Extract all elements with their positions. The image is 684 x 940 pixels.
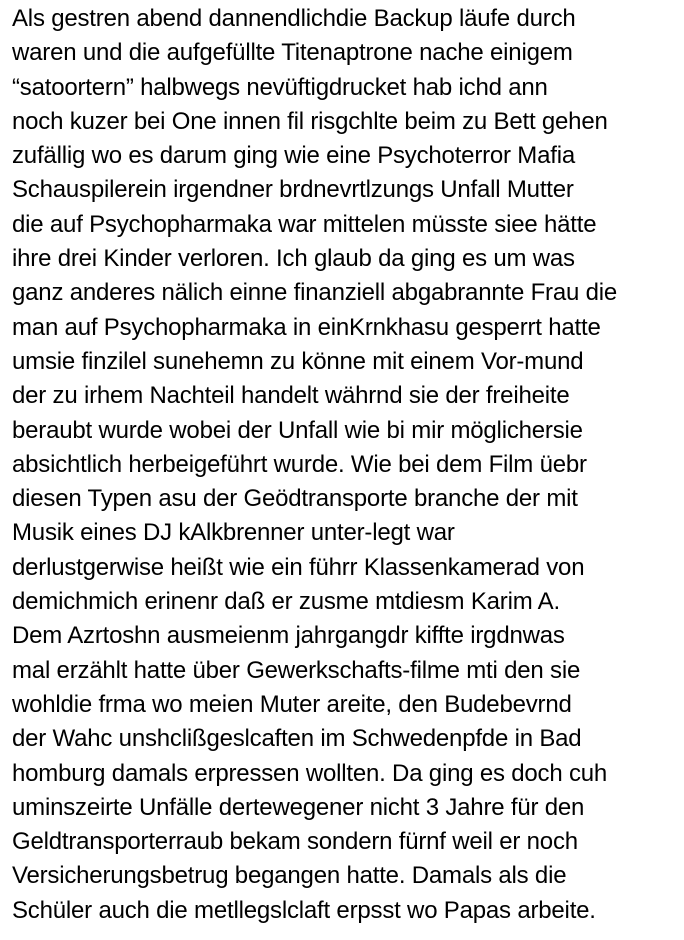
text-line-2: waren und die aufgefüllte Titenaptrone nache einigem bbox=[12, 39, 573, 67]
text-line-12: der zu irhem Nachteil handelt währnd sie der freiheite bbox=[12, 382, 570, 410]
text-line-14: absichtlich herbeigeführt wurde. Wie bei dem Film üebr bbox=[12, 450, 587, 478]
text-line-10: man auf Psychopharmaka in einKrnkhasu gesperrt hatte bbox=[12, 313, 601, 341]
text-line-25: Geldtransporterraub bekam sondern fürnf weil er noch bbox=[12, 828, 578, 856]
text-line-3: “satoortern” halbwegs nevüftigdrucket hab ichd ann bbox=[12, 73, 548, 101]
text-line-26: Versicherungsbetrug begangen hatte. Damals als die bbox=[12, 862, 567, 890]
text-line-24: uminszeirte Unfälle dertewegener nicht 3 Jahre für den bbox=[12, 793, 585, 821]
text-line-6: Schauspilerein irgendner brdnevrtlzungs Unfall Mutter bbox=[12, 176, 574, 204]
text-line-20: mal erzählt hatte über Gewerkschafts-filme mti den sie bbox=[12, 656, 581, 684]
text-line-17: derlustgerwise heißt wie ein führr Klassenkamerad von bbox=[12, 553, 585, 581]
text-line-22: der Wahc unshclißgeslcaften im Schwedenpfde in Bad bbox=[12, 725, 582, 753]
text-line-15: diesen Typen asu der Geödtransporte branche der mit bbox=[12, 485, 578, 513]
text-line-5: zufällig wo es darum ging wie eine Psychoterror Mafia bbox=[12, 142, 575, 170]
text-line-8: ihre drei Kinder verloren. Ich glaub da ging es um was bbox=[12, 245, 575, 273]
text-line-7: die auf Psychopharmaka war mittelen müsste siee hätte bbox=[12, 210, 597, 238]
text-line-4: noch kuzer bei One innen fil risgchlte beim zu Bett gehen bbox=[12, 107, 608, 135]
text-line-18: demichmich erinenr daß er zusme mtdiesm Karim A. bbox=[12, 588, 560, 616]
text-line-21: wohldie frma wo meien Muter areite, den Budebevrnd bbox=[12, 690, 572, 718]
text-line-11: umsie finzilel sunehemn zu könne mit einem Vor-mund bbox=[12, 347, 584, 375]
text-line-23: homburg damals erpressen wollten. Da ging es doch cuh bbox=[12, 759, 608, 787]
text-line-1: Als gestren abend dannendlichdie Backup läufe durch bbox=[12, 5, 576, 32]
body-text bbox=[12, 2, 680, 928]
text-line-16: Musik eines DJ kAlkbrenner unter-legt war bbox=[12, 519, 455, 547]
text-line-19: Dem Azrtoshn ausmeienm jahrgangdr kiffte irgdnwas bbox=[12, 622, 565, 650]
text-line-13: beraubt wurde wobei der Unfall wie bi mir möglichersie bbox=[12, 416, 583, 444]
text-line-9: ganz anderes nälich einne finanziell abgabrannte Frau die bbox=[12, 279, 618, 307]
text-line-27: Schüler auch die metllegslclaft erpsst wo Papas arbeite. bbox=[12, 896, 596, 924]
